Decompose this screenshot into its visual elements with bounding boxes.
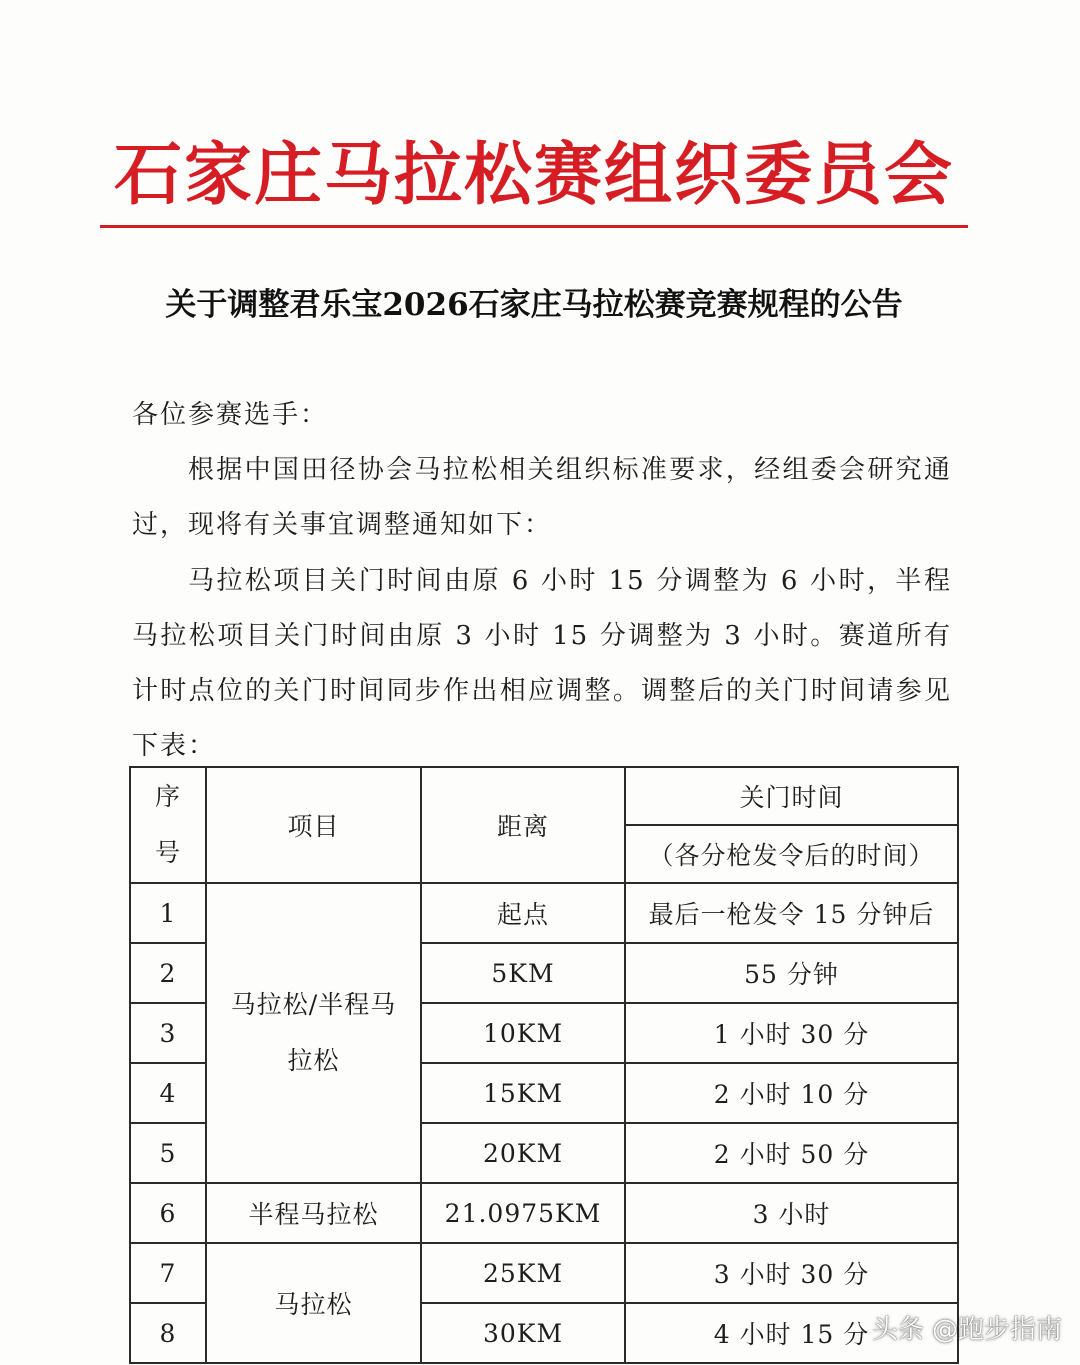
- cutoff-time-table: [129, 766, 959, 1364]
- salutation: 各位参赛选手：: [132, 400, 329, 430]
- header-distance: 距离: [421, 767, 625, 883]
- header-cutoff: 关门时间: [625, 767, 958, 825]
- header-serial-bottom: 号: [154, 838, 181, 867]
- notice-title: 关于调整君乐宝2026石家庄马拉松赛竞赛规程的公告: [165, 287, 903, 323]
- row-number: 2: [130, 943, 206, 1003]
- row-cutoff: 最后一枪发令 15 分钟后: [625, 883, 958, 943]
- row-number: 6: [130, 1183, 206, 1243]
- row-number: 7: [130, 1243, 206, 1303]
- row-number: 1: [130, 883, 206, 943]
- row-number: 8: [130, 1303, 206, 1363]
- row-number: 4: [130, 1063, 206, 1123]
- row-distance: 30KM: [421, 1303, 625, 1363]
- row-distance: 21.0975KM: [421, 1183, 625, 1243]
- header-cutoff-note: （各分枪发令后的时间）: [625, 825, 958, 883]
- paragraph-adjustment: 马拉松项目关门时间由原 6 小时 15 分调整为 6 小时，半程马拉松项目关门时间由原 3 小时 15 分调整为 3 小时。赛道所有计时点位的关门时间同步作出相应调整。调整后的关门时间请参见下表：: [132, 566, 952, 761]
- table-header-row: [130, 767, 958, 825]
- event-group-full-and-half: [206, 883, 421, 1183]
- row-number: 5: [130, 1123, 206, 1183]
- row-distance: 25KM: [421, 1243, 625, 1303]
- header-serial: [130, 767, 206, 883]
- row-cutoff: 3 小时: [625, 1183, 958, 1243]
- row-distance: 10KM: [421, 1003, 625, 1063]
- row-distance: 5KM: [421, 943, 625, 1003]
- organization-title: 石家庄马拉松赛组织委员会: [113, 136, 954, 215]
- header-event: 项目: [206, 767, 421, 883]
- row-cutoff: 4 小时 15 分: [625, 1303, 958, 1363]
- row-cutoff: 55 分钟: [625, 943, 958, 1003]
- event-group-label: 马拉松/半程马拉松: [230, 990, 397, 1075]
- event-group-full: 马拉松: [206, 1243, 421, 1363]
- header-serial-top: 序: [154, 782, 181, 811]
- row-cutoff: 1 小时 30 分: [625, 1003, 958, 1063]
- table-row: [130, 1243, 958, 1303]
- row-distance: 20KM: [421, 1123, 625, 1183]
- row-distance: 起点: [421, 883, 625, 943]
- paragraph-intro: 根据中国田径协会马拉松相关组织标准要求，经组委会研究通过，现将有关事宜调整通知如下：: [132, 455, 952, 540]
- row-cutoff: 2 小时 10 分: [625, 1063, 958, 1123]
- row-cutoff: 2 小时 50 分: [625, 1123, 958, 1183]
- event-group-half: 半程马拉松: [206, 1183, 421, 1243]
- table-row: [130, 883, 958, 943]
- red-divider: [100, 225, 968, 228]
- table-row: [130, 1183, 958, 1243]
- row-number: 3: [130, 1003, 206, 1063]
- row-distance: 15KM: [421, 1063, 625, 1123]
- source-watermark: 头条 @跑步指南: [871, 1315, 1062, 1345]
- row-cutoff: 3 小时 30 分: [625, 1243, 958, 1303]
